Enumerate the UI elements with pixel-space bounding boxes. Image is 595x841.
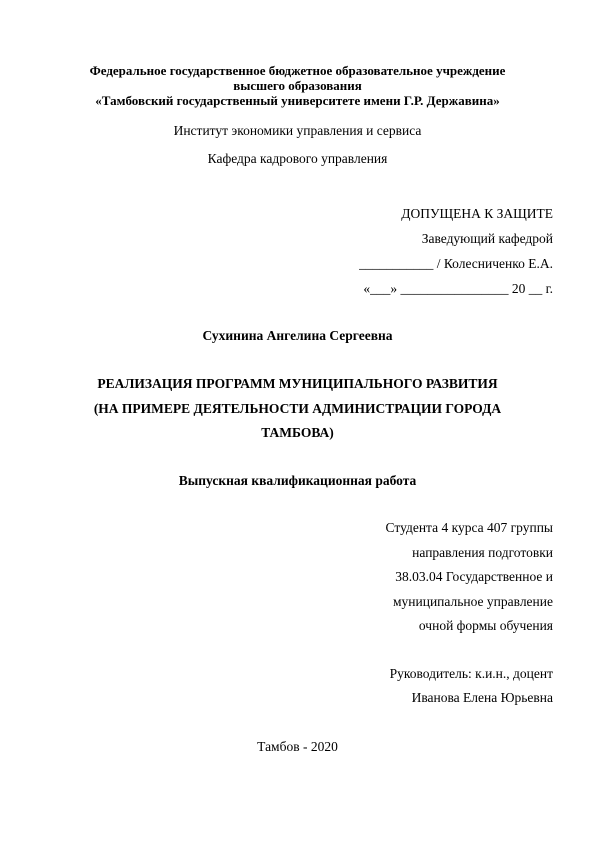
work-title-line-2: (НА ПРИМЕРЕ ДЕЯТЕЛЬНОСТИ АДМИНИСТРАЦИИ ГОРОДА — [93, 401, 502, 416]
student-line-1: Студента 4 курса 407 группы — [385, 520, 553, 535]
student-line-5: очной формы обучения — [418, 618, 553, 633]
organization-line-2: высшего образования — [233, 78, 362, 93]
organization-line-1: Федеральное государственное бюджетное образовательное учреждение — [89, 63, 506, 78]
university-name: «Тамбовский государственный университете имени Г.Р. Державина» — [95, 93, 500, 108]
department-name: Кафедра кадрового управления — [207, 151, 388, 166]
supervisor-title: Руководитель: к.и.н., доцент — [389, 666, 553, 681]
city-year: Тамбов - 2020 — [257, 739, 338, 754]
work-title-line-1: РЕАЛИЗАЦИЯ ПРОГРАММ МУНИЦИПАЛЬНОГО РАЗВИТИЯ — [97, 376, 498, 391]
approval-position: Заведующий кафедрой — [421, 231, 553, 246]
work-title-line-3: ТАМБОВА) — [261, 425, 334, 440]
student-line-2: направления подготовки — [412, 545, 553, 560]
student-line-4: муниципальное управление — [392, 594, 553, 609]
supervisor-name: Иванова Елена Юрьевна — [411, 690, 553, 705]
approval-signature: ___________ / Колесниченко Е.А. — [359, 256, 553, 271]
approval-title: ДОПУЩЕНА К ЗАЩИТЕ — [401, 206, 553, 221]
approval-date: «___» ________________ 20 __ г. — [363, 281, 553, 296]
work-type: Выпускная квалификационная работа — [178, 473, 417, 488]
author-name: Сухинина Ангелина Сергеевна — [202, 328, 393, 343]
student-line-3: 38.03.04 Государственное и — [395, 569, 553, 584]
institute-name: Институт экономики управления и сервиса — [173, 123, 422, 138]
